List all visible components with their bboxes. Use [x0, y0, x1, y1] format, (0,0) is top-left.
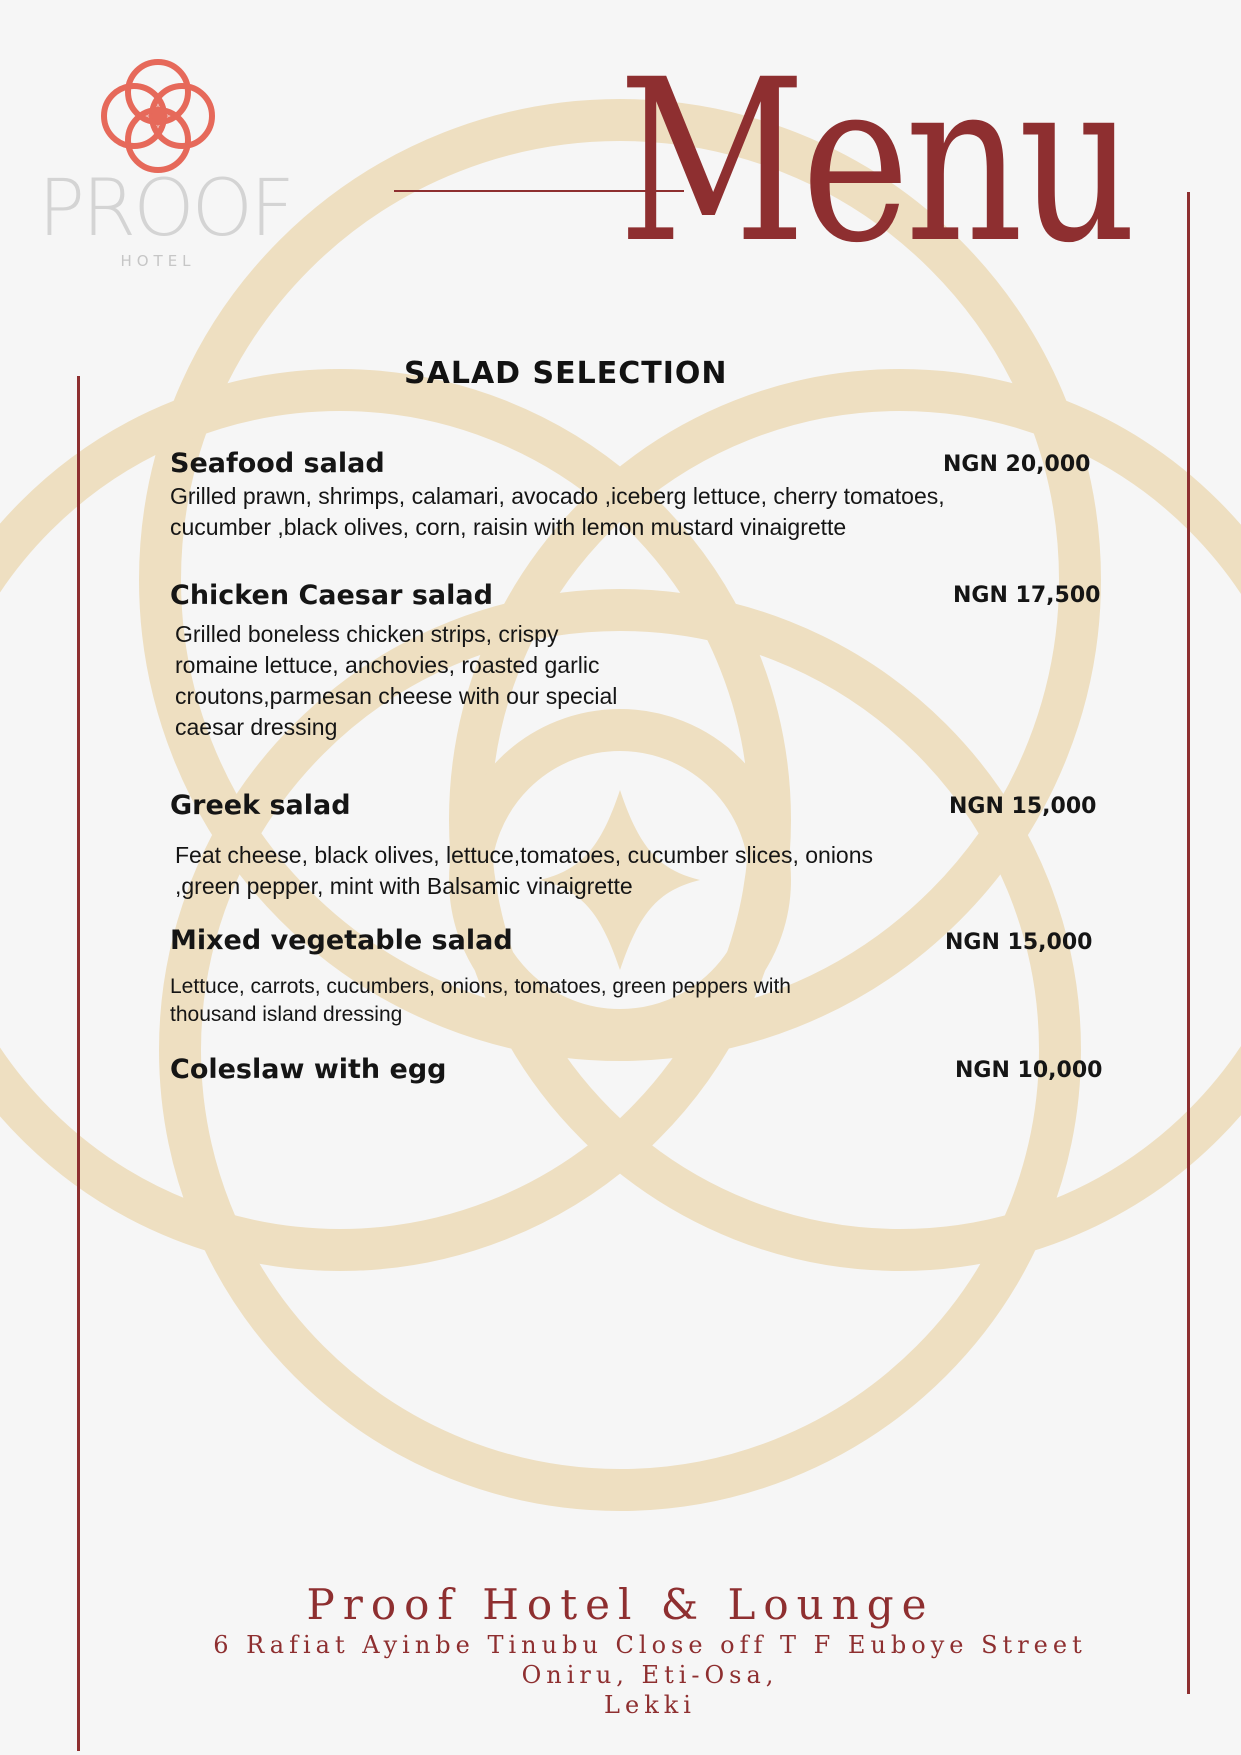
item-name: Coleslaw with egg [170, 1054, 447, 1085]
item-name: Mixed vegetable salad [170, 925, 513, 956]
logo-wordmark: PROOF [38, 164, 292, 254]
page-title: Menu [618, 31, 1132, 292]
footer-address: 6 Rafiat Ayinbe Tinubu Close off T F Euboye Street Oniru, Eti-Osa, Lekki [213, 1631, 1087, 1719]
footer-venue-name: Proof Hotel & Lounge [306, 1580, 935, 1629]
item-name: Chicken Caesar salad [170, 580, 493, 611]
item-name: Greek salad [170, 790, 351, 821]
logo-subtitle: HOTEL [120, 252, 196, 270]
proof-hotel-logo [38, 52, 292, 272]
item-description: Grilled boneless chicken strips, crispy romaine lettuce, anchovies, roasted garlic croutons,parmesan cheese with our special caesar dressing [175, 621, 618, 740]
item-price: NGN 17,500 [953, 583, 1101, 608]
item-name: Seafood salad [170, 448, 385, 479]
item-price: NGN 15,000 [949, 794, 1097, 819]
item-price: NGN 20,000 [943, 452, 1091, 477]
logo-emblem-icon [94, 52, 222, 180]
left-border-line [77, 376, 80, 1751]
right-border-line [1187, 192, 1190, 1694]
item-description: Feat cheese, black olives, lettuce,tomatoes, cucumber slices, onions ,green pepper, mint with Balsamic vinaigrette [175, 842, 874, 899]
item-description: Lettuce, carrots, cucumbers, onions, tomatoes, green peppers with thousand island dressing [170, 975, 791, 1026]
item-price: NGN 10,000 [955, 1058, 1103, 1083]
item-description: Grilled prawn, shrimps, calamari, avocado ,iceberg lettuce, cherry tomatoes, cucumber ,black olives, corn, raisin with lemon mustard vinaigrette [170, 483, 945, 540]
section-title: SALAD SELECTION [404, 356, 728, 391]
item-price: NGN 15,000 [945, 930, 1093, 955]
